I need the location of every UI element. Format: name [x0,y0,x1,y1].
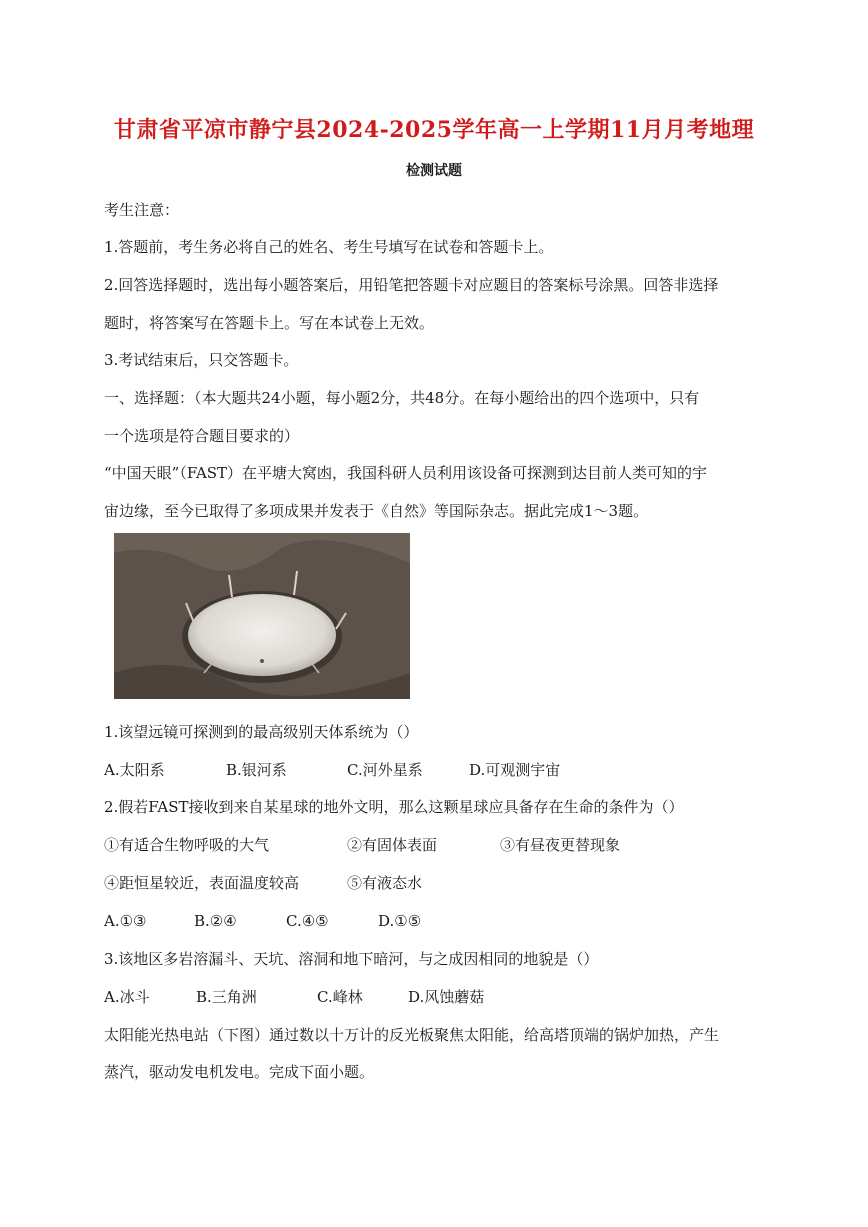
notice-heading: 考生注意： [104,201,180,219]
question-3-stem: 3.该地区多岩溶漏斗、天坑、溶洞和地下暗河，与之成因相同的地貌是（） [104,950,599,968]
exam-subtitle: 检测试题 [406,163,462,179]
section-heading-line-2: 一个选项是符合题目要求的） [104,427,300,445]
q2-condition-4: ④距恒星较近，表面温度较高 [104,874,300,892]
q2-condition-5: ⑤有液态水 [347,874,423,892]
fast-telescope-illustration [114,533,410,699]
notice-item-3: 3.考试结束后，只交答题卡。 [104,351,299,369]
q3-option-d: D.风蚀蘑菇 [408,988,485,1006]
q1-option-a: A.太阳系 [104,761,165,779]
question-2-stem: 2.假若FAST接收到来自某星球的地外文明，那么这颗星球应具备存在生命的条件为（） [104,798,684,816]
exam-title: 甘肃省平凉市静宁县2024-2025学年高一上学期11月月考地理 [113,117,755,143]
fast-telescope-photo [114,533,410,699]
notice-item-1: 1.答题前，考生务必将自己的姓名、考生号填写在试卷和答题卡上。 [104,238,554,256]
section-heading-line-1: 一、选择题：（本大题共24小题，每小题2分，共48分。在每小题给出的四个选项中，只有 [104,389,700,407]
notice-item-2-line-1: 2.回答选择题时，选出每小题答案后，用铅笔把答题卡对应题目的答案标号涂黑。回答非选择 [104,276,719,294]
q2-condition-2: ②有固体表面 [347,836,438,854]
q1-option-d: D.可观测宇宙 [469,761,561,779]
q3-option-a: A.冰斗 [104,988,150,1006]
q2-condition-1: ①有适合生物呼吸的大气 [104,836,270,854]
q2-option-a: A.①③ [104,912,147,930]
passage-2-line-1: 太阳能光热电站（下图）通过数以十万计的反光板聚焦太阳能，给高塔顶端的锅炉加热，产生 [104,1026,720,1044]
q1-option-b: B.银河系 [226,761,287,779]
q3-option-b: B.三角洲 [196,988,257,1006]
passage-1-line-1: “中国天眼”（FAST）在平塘大窝凼，我国科研人员利用该设备可探测到达目前人类可知的宇 [104,464,708,482]
q3-option-c: C.峰林 [317,988,363,1006]
passage-1-line-2: 宙边缘，至今已取得了多项成果并发表于《自然》等国际杂志。据此完成1～3题。 [104,502,649,520]
question-1-stem: 1.该望远镜可探测到的最高级别天体系统为（） [104,723,419,741]
notice-item-2-line-2: 题时，将答案写在答题卡上。写在本试卷上无效。 [104,314,435,332]
passage-2-line-2: 蒸汽，驱动发电机发电。完成下面小题。 [104,1063,375,1081]
q1-option-c: C.河外星系 [347,761,423,779]
q2-condition-3: ③有昼夜更替现象 [500,836,621,854]
q2-option-b: B.②④ [194,912,237,930]
q2-option-c: C.④⑤ [286,912,329,930]
q2-option-d: D.①⑤ [378,912,422,930]
